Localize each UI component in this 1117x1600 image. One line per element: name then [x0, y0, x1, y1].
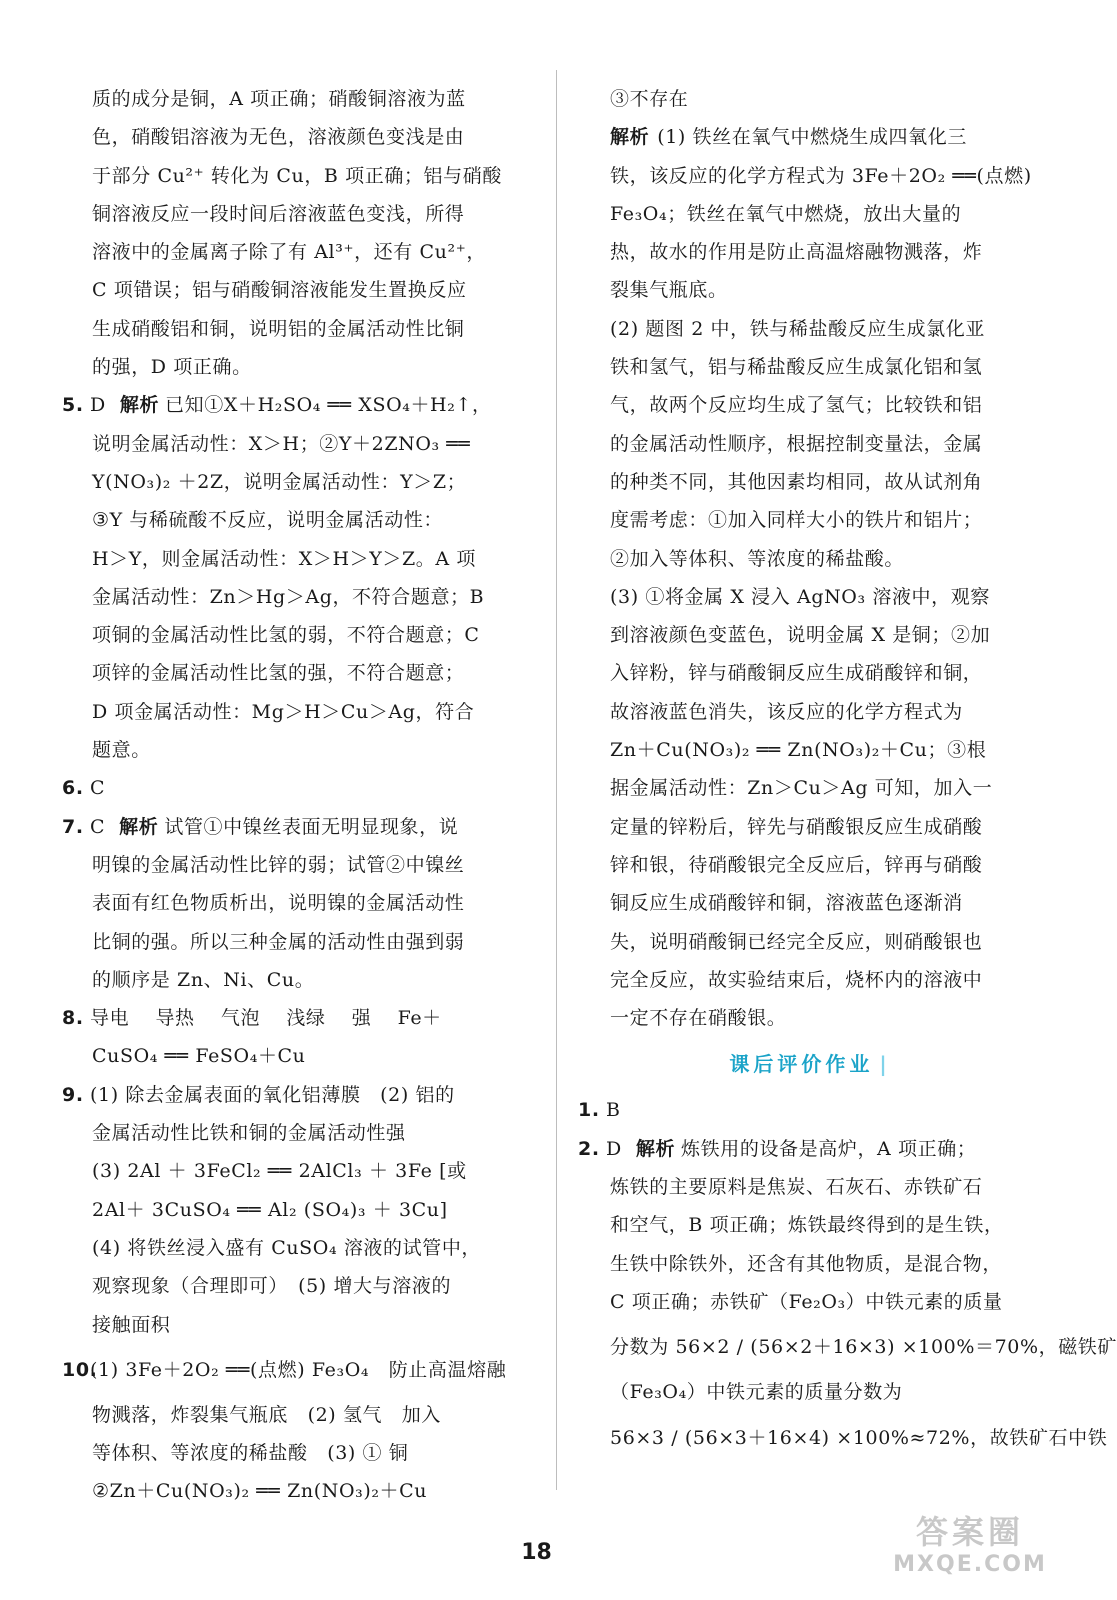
text-line: 炼铁用的设备是高炉，A 项正确；: [681, 1137, 977, 1160]
text-line: Fe₃O₄；铁丝在氧气中燃烧，放出大量的: [610, 202, 962, 225]
text-line: (2) 题图 2 中，铁与稀盐酸反应生成氯化亚: [610, 317, 985, 340]
text-line: 铜反应生成硝酸锌和铜，溶液蓝色逐渐消: [610, 892, 963, 915]
left-column: [62, 80, 507, 1511]
text-line: ③Y 与稀硫酸不反应，说明金属活动性：: [92, 509, 444, 532]
analysis-label: 解析: [635, 1137, 676, 1160]
question-8: [62, 999, 502, 1076]
answer: B: [606, 1099, 621, 1122]
question-number: 2.: [578, 1137, 600, 1160]
text-line: 项铜的金属活动性比氢的弱，不符合题意；C: [92, 624, 480, 647]
text-line: Y(NO₃)₂ ＋2Z，说明金属活动性：Y＞Z；: [92, 470, 467, 493]
question-5: [62, 386, 502, 769]
text-line: (4) 将铁丝浸入盛有 CuSO₄ 溶液的试管中，: [92, 1236, 482, 1259]
question-number: 1.: [578, 1099, 600, 1122]
question-6: [62, 769, 502, 807]
text-line: 度需考虑：①加入同样大小的铁片和铝片；: [610, 509, 983, 532]
text-line: 的强，D 项正确。: [92, 356, 252, 379]
text-line: (3) 2Al ＋ 3FeCl₂ ══ 2AlCl₃ ＋ 3Fe [或: [92, 1160, 467, 1183]
text-line: 失，说明硝酸铜已经完全反应，则硝酸银也: [610, 930, 983, 953]
text-line: 明镍的金属活动性比锌的弱；试管②中镍丝: [92, 853, 465, 876]
text-line: 故溶液蓝色消失，该反应的化学方程式为: [610, 700, 963, 723]
answer: C: [90, 777, 106, 800]
text-line: C 项错误；铝与硝酸铜溶液能发生置换反应: [92, 279, 467, 302]
text-line: 气，故两个反应均生成了氢气；比较铁和铝: [610, 394, 983, 417]
text-line: 据金属活动性：Zn＞Cu＞Ag 可知，加入一: [610, 777, 993, 800]
text-line: ②加入等体积、等浓度的稀盐酸。: [610, 547, 905, 570]
text-line: Zn＋Cu(NO₃)₂ ══ Zn(NO₃)₂＋Cu；③根: [610, 739, 987, 762]
text-line: C 项正确；赤铁矿（Fe₂O₃）中铁元素的质量: [610, 1290, 1003, 1313]
text-line: 炼铁的主要原料是焦炭、石灰石、赤铁矿石: [610, 1176, 983, 1199]
text-line: 56×3 / (56×3＋16×4) ×100%≈72%，故铁矿石中铁: [610, 1426, 1108, 1449]
question-1: [578, 1091, 1010, 1129]
text-line: 项锌的金属活动性比氢的强，不符合题意；: [92, 662, 465, 685]
text-line: 和空气，B 项正确；炼铁最终得到的是生铁，: [610, 1214, 1004, 1237]
watermark-top: 答案圈: [915, 1513, 1024, 1551]
question-number: 10.: [62, 1358, 98, 1381]
text-line: H＞Y，则金属活动性：X＞H＞Y＞Z。A 项: [92, 547, 476, 570]
question-number: 9.: [62, 1083, 84, 1106]
text-line: 的金属活动性顺序，根据控制变量法，金属: [610, 432, 983, 455]
text-line: 试管①中镍丝表面无明显现象，说: [164, 815, 459, 838]
text-line: 的种类不同，其他因素均相同，故从试剂角: [610, 470, 983, 493]
question-number: 6.: [62, 777, 84, 800]
text-line: (1) 3Fe＋2O₂ ══(点燃) Fe₃O₄ 防止高温熔融: [90, 1358, 507, 1381]
text-line: 定量的锌粉后，锌先与硝酸银反应生成硝酸: [610, 815, 983, 838]
analysis-label: 解析: [610, 126, 650, 149]
text-line: 到溶液颜色变蓝色，说明金属 X 是铜；②加: [610, 624, 991, 647]
text-line: （Fe₃O₄）中铁元素的质量分数为: [610, 1381, 903, 1404]
text-line: 锌和银，待硝酸银完全反应后，锌再与硝酸: [610, 853, 983, 876]
text-line: ②Zn＋Cu(NO₃)₂ ══ Zn(NO₃)₂＋Cu: [92, 1480, 428, 1503]
text-line: 题意。: [92, 739, 151, 762]
text-line: 物溅落，炸裂集气瓶底 (2) 氢气 加入: [92, 1403, 441, 1426]
answer: D: [90, 394, 106, 417]
question-2: [578, 1130, 1117, 1464]
text-line: 裂集气瓶底。: [610, 279, 728, 302]
analysis-label: 解析: [119, 815, 159, 838]
answer: D: [606, 1137, 622, 1160]
q10-analysis: [610, 118, 1032, 1037]
question-10: [62, 1344, 507, 1511]
text-line: 铁和氢气，铝与稀盐酸反应生成氯化铝和氢: [610, 356, 983, 379]
text-line: 生成硝酸铝和铜，说明铝的金属活动性比铜: [92, 317, 465, 340]
text-line: 铜溶液反应一段时间后溶液蓝色变浅，所得: [92, 202, 465, 225]
text-line: 观察现象（合理即可） (5) 增大与溶液的: [92, 1275, 452, 1298]
text-line: ③不存在: [610, 88, 689, 110]
analysis-label: 解析: [119, 394, 160, 417]
question-9: [62, 1076, 502, 1344]
text-line: 比铜的强。所以三种金属的活动性由强到弱: [92, 930, 465, 953]
text-line: 铁，该反应的化学方程式为 3Fe＋2O₂ ══(点燃): [610, 164, 1032, 187]
text-line: 2Al＋ 3CuSO₄ ══ Al₂ (SO₄)₃ ＋ 3Cu]: [92, 1198, 448, 1221]
question-number: 5.: [62, 394, 84, 417]
question-number: 8.: [62, 1007, 84, 1030]
question-number: 7.: [62, 815, 84, 838]
page-number: 18: [521, 1540, 552, 1565]
text-line: (1) 铁丝在氧气中燃烧生成四氧化三: [657, 126, 967, 149]
text-line: 色，硝酸铝溶液为无色，溶液颜色变浅是由: [92, 126, 465, 149]
text-line: 的顺序是 Zn、Ni、Cu。: [92, 968, 315, 991]
text-line: 生铁中除铁外，还含有其他物质，是混合物，: [610, 1252, 1003, 1275]
text-line: 接触面积: [92, 1313, 171, 1336]
section-title-text: 课后评价作业: [729, 1052, 874, 1077]
column-divider: [556, 70, 557, 1490]
text-line: 等体积、等浓度的稀盐酸 (3) ① 铜: [92, 1442, 409, 1465]
text-line: 溶液中的金属离子除了有 Al³⁺，还有 Cu²⁺，: [92, 241, 486, 264]
section-bar-icon: |: [879, 1052, 891, 1077]
text-line: 于部分 Cu²⁺ 转化为 Cu，B 项正确；铝与硝酸: [92, 164, 502, 187]
right-column: [578, 80, 1117, 1464]
question-7: [62, 808, 502, 999]
text-line: 分数为 56×2 / (56×2＋16×3) ×100%＝70%，磁铁矿: [610, 1336, 1117, 1359]
text-line: 入锌粉，锌与硝酸铜反应生成硝酸锌和铜，: [610, 662, 983, 685]
watermark-bottom: MXQE.COM: [893, 1552, 1047, 1577]
text-line: 质的成分是铜，A 项正确；硝酸铜溶液为蓝: [92, 88, 466, 110]
text-line: 完全反应，故实验结束后，烧杯内的溶液中: [610, 968, 983, 991]
text-line: 说明金属活动性：X＞H；②Y＋2ZNO₃ ══: [92, 432, 471, 455]
text-line: D 项金属活动性：Mg＞H＞Cu＞Ag，符合: [92, 700, 475, 723]
text-line: 一定不存在硝酸银。: [610, 1007, 787, 1030]
text-line: 金属活动性：Zn＞Hg＞Ag，不符合题意；B: [92, 585, 485, 608]
text-line: 表面有红色物质析出，说明镍的金属活动性: [92, 892, 465, 915]
text-line: 导电 导热 气泡 浅绿 强 Fe＋: [90, 1007, 442, 1030]
text-line: 已知①X＋H₂SO₄ ══ XSO₄＋H₂↑，: [165, 394, 492, 417]
text-line: (3) ①将金属 X 浸入 AgNO₃ 溶液中，观察: [610, 585, 990, 608]
answer: C: [90, 815, 106, 838]
text-line: (1) 除去金属表面的氧化铝薄膜 (2) 铝的: [90, 1083, 455, 1106]
q4-continuation: [62, 80, 502, 386]
text-line: 热，故水的作用是防止高温熔融物溅落，炸: [610, 241, 983, 264]
watermark-logo: [880, 1512, 1060, 1592]
text-line: 金属活动性比铁和铜的金属活动性强: [92, 1122, 406, 1145]
text-line: CuSO₄ ══ FeSO₄＋Cu: [92, 1045, 306, 1068]
section-title: [610, 1037, 1010, 1091]
